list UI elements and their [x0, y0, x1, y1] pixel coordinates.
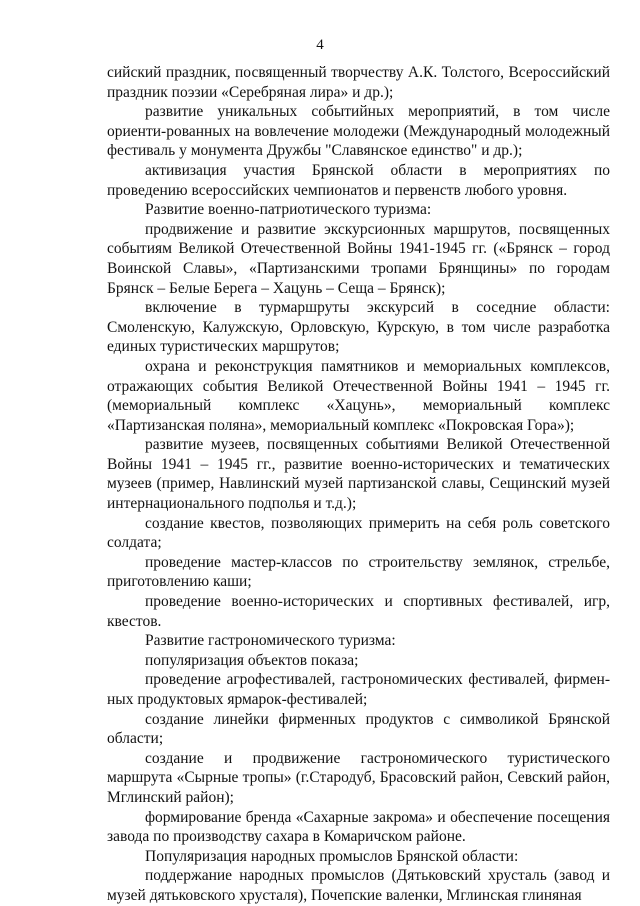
- paragraph-6: включение в турмаршруты экскурсий в соседние области: Смоленскую, Калужскую, Орловскую, Курскую, в том числе разработка единых туристических маршрутов;: [107, 299, 610, 356]
- paragraph-16: создание и продвижение гастрономического туристического маршрута «Сырные тропы» (г.Стародуб, Брасовский район, Севский район, Мглинский район);: [107, 749, 610, 806]
- paragraph-10: проведение мастер-классов по строительству землянок, стрельбе, приготовлению каши;: [107, 553, 610, 591]
- paragraph-15: создание линейки фирменных продуктов с символикой Брянской области;: [107, 710, 610, 748]
- paragraph-9: создание квестов, позволяющих примерить на себя роль советского солдата;: [107, 514, 610, 552]
- paragraph-8: развитие музеев, посвященных событиями Великой Отечественной Войны 1941 – 1945 гг., развитие военно-исторических и тематических музеев (пример, Навлинский музей партизанской славы, Сещинский музей интернационального подполья и т.д.);: [107, 436, 610, 513]
- paragraph-1: сийский праздник, посвященный творчеству А.К. Толстого, Всероссийский праздник поэзии «Серебряная лира» и др.);: [107, 64, 610, 101]
- paragraph-13: популяризация объектов показа;: [145, 651, 359, 669]
- paragraph-7: охрана и реконструкция памятников и мемориальных комплексов, отражающих события Великой Отечественной Войны 1941 – 1945 гг. (мемориальный комплекс «Хацунь», мемориальный комплекс «Партизанская поляна», мемориальный комплекс «Покровская Гора»);: [107, 357, 610, 434]
- section-heading-folk-crafts: Популяризация народных промыслов Брянской области:: [145, 847, 519, 865]
- document-body: [107, 63, 610, 906]
- paragraph-11: проведение военно-исторических и спортивных фестивалей, игр, квестов.: [107, 593, 610, 630]
- paragraph-3: активизация участия Брянской области в мероприятиях по проведению всероссийских чемпионатов и первенств любого уровня.: [107, 161, 610, 199]
- section-heading-military-tourism: Развитие военно-патриотического туризма:: [145, 201, 432, 219]
- paragraph-5: продвижение и развитие экскурсионных маршрутов, посвященных событиям Великой Отечественной Войны 1941-1945 гг. («Брянск – город Воинской Славы», «Партизанскими тропами Брянщины» по городам Брянск – Белые Берега – Хацунь – Сеща – Брянск);: [107, 220, 610, 297]
- paragraph-2: развитие уникальных событийных мероприятий, в том числе ориенти-рованных на вовлечение молодежи (Международный молодежный фестиваль у монумента Дружбы "Славянское единство" и др.);: [107, 103, 610, 160]
- paragraph-19: поддержание народных промыслов (Дятьковский хрусталь (завод и музей дятьковского хрусталя), Почепские валенки, Мглинская глиняная: [107, 867, 610, 904]
- paragraph-17: формирование бренда «Сахарные закрома» и обеспечение посещения завода по производству сахара в Комаричском районе.: [107, 808, 610, 846]
- paragraph-14: проведение агрофестивалей, гастрономических фестивалей, фирмен-ных продуктовых ярмарок-фестивалей;: [107, 671, 610, 708]
- page-number: 4: [316, 37, 324, 53]
- section-heading-gastro-tourism: Развитие гастрономического туризма:: [145, 632, 396, 650]
